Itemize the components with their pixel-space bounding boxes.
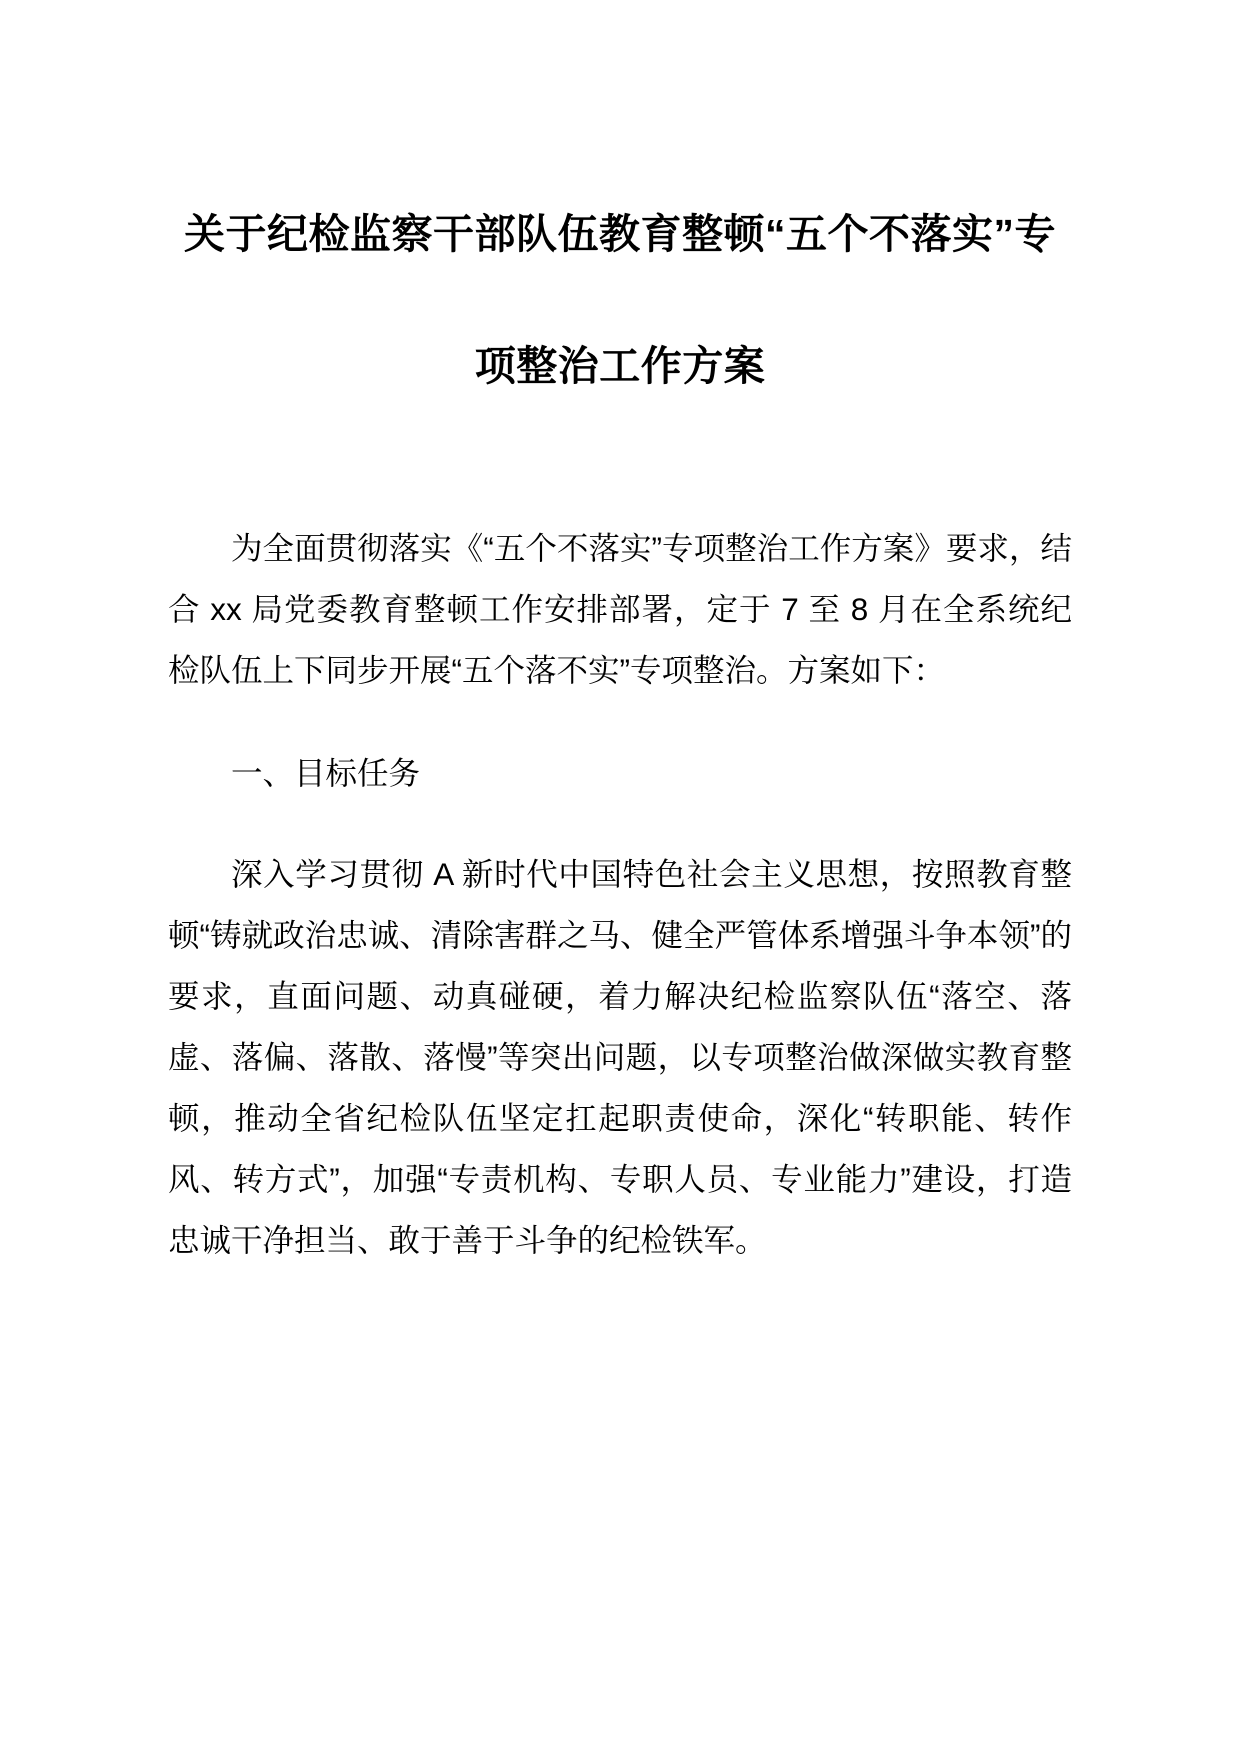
document-title-line-1: 关于纪检监察干部队伍教育整顿“五个不 <box>184 211 911 257</box>
page-content-column <box>168 0 1072 1271</box>
document-title-line-2: 落实”专项整治工作方案 <box>474 211 1056 389</box>
section-heading-goals-and-tasks: 一、目标任务 <box>231 755 421 791</box>
paragraph-goals-and-tasks-body: 深入学习贯彻 A 新时代中国特色社会主义思想，按照教育整顿“铸就政治忠诚、清除害群之马、健全严管体系增强斗争本领”的要求，直面问题、动真碰硬，着力解决纪检监察队伍“落空、落虚、落偏、落散、落慢”等突出问题，以专项整治做深做实教育整顿，推动全省纪检队伍坚定扛起职责使命，深化“转职能、转作风、转方式”，加强“专责机构、专职人员、专业能力”建设，打造忠诚干净担当、敢于善于斗争的纪检铁军。 <box>168 856 1072 1258</box>
document-title <box>168 0 1072 432</box>
paragraph-intro: 为全面贯彻落实《“五个不落实”专项整治工作方案》要求，结合 xx 局党委教育整顿工作安排部署，定于 7 至 8 月在全系统纪检队伍上下同步开展“五个落不实”专项整治。方案如下： <box>168 530 1072 688</box>
document-body <box>168 518 1072 1271</box>
